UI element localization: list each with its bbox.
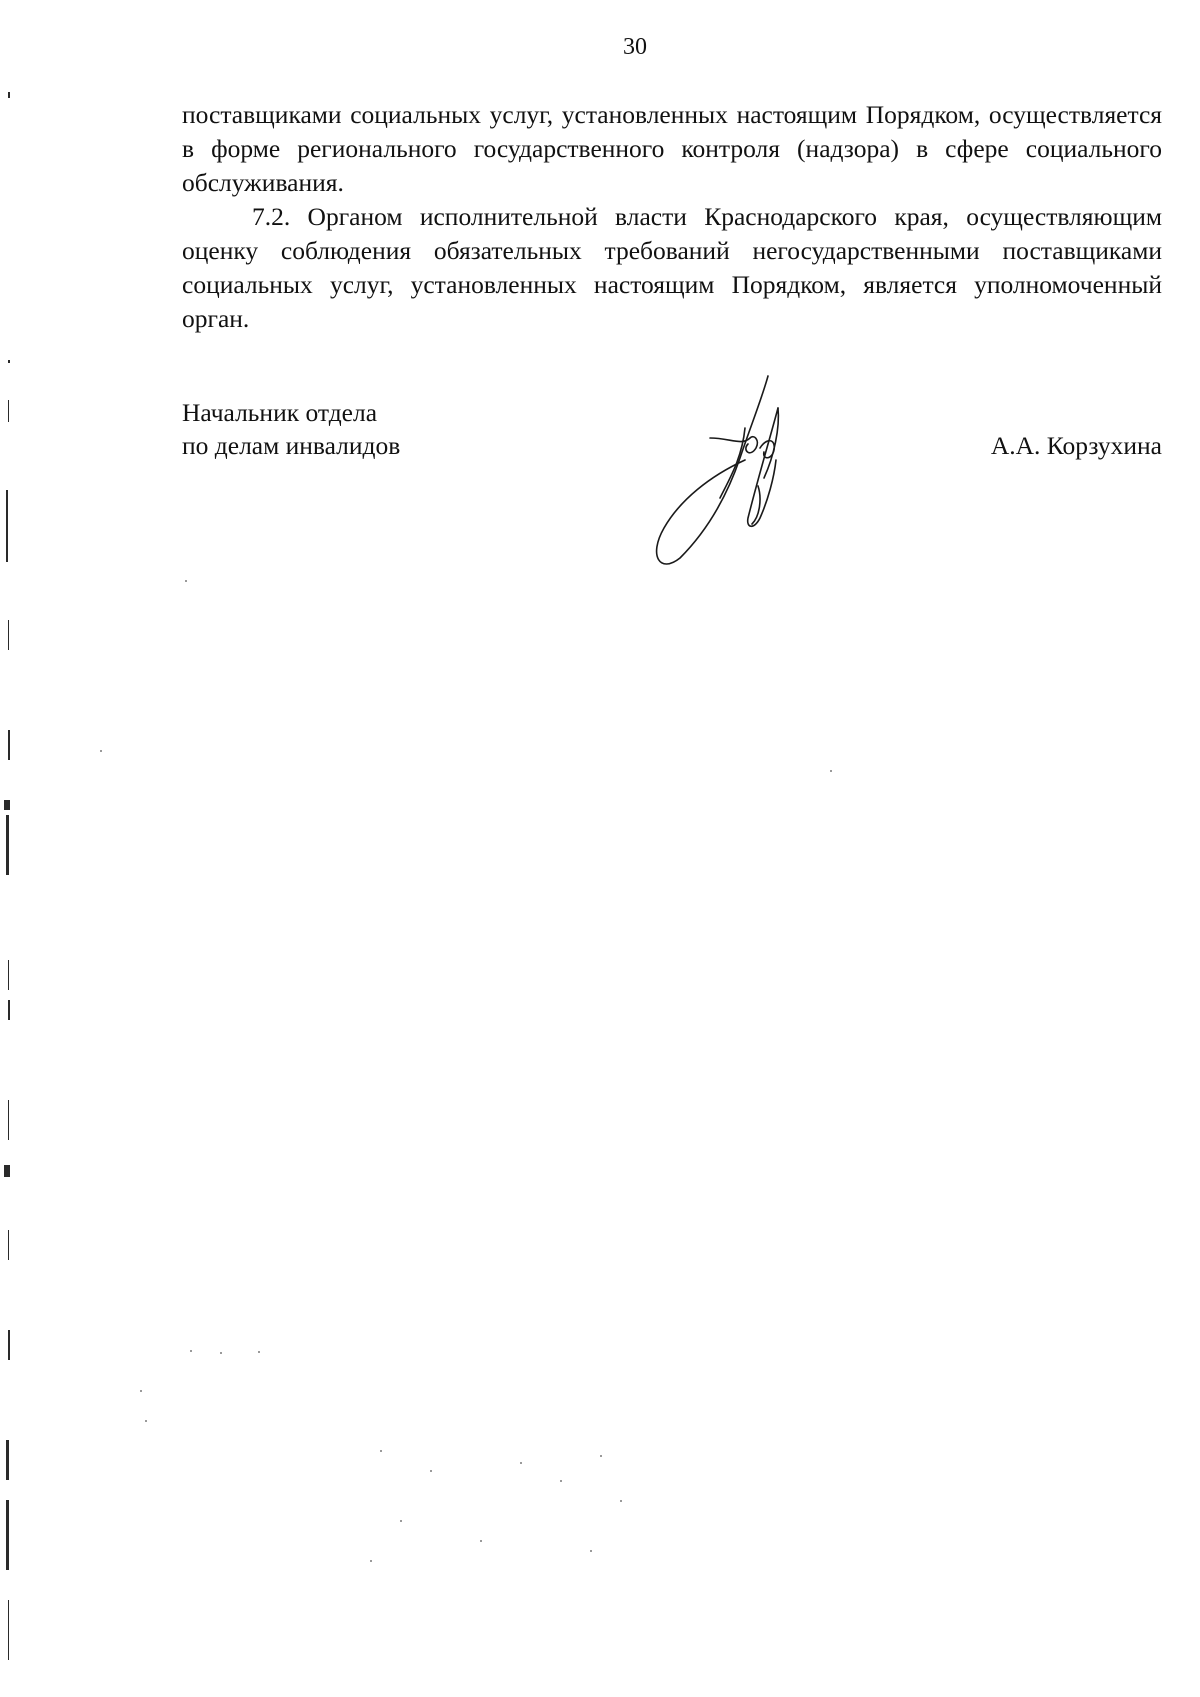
page-number: 30 <box>623 34 647 60</box>
paragraph-continuation: поставщиками социальных услуг, установленных настоящим Порядком, осуществляется в форме регионального государственного контроля (надзора) в сфере социального обслуживания. <box>182 100 1162 197</box>
paragraph-7-2: 7.2. Органом исполнительной власти Краснодарского края, осуществляющим оценку соблюдения обязательных требований негосударственными поставщиками социальных услуг, установленных настоящим Порядком, является уполномоченный орган. <box>182 202 1162 333</box>
body-text <box>182 98 1162 336</box>
scan-edge-artifacts <box>0 0 16 1697</box>
signatory-title-line2: по делам инвалидов <box>182 431 401 460</box>
signatory-title <box>182 396 400 462</box>
handwritten-signature <box>650 368 820 568</box>
signatory-title-line1: Начальник отдела <box>182 398 378 427</box>
signatory-name: А.А. Корзухина <box>990 431 1162 460</box>
